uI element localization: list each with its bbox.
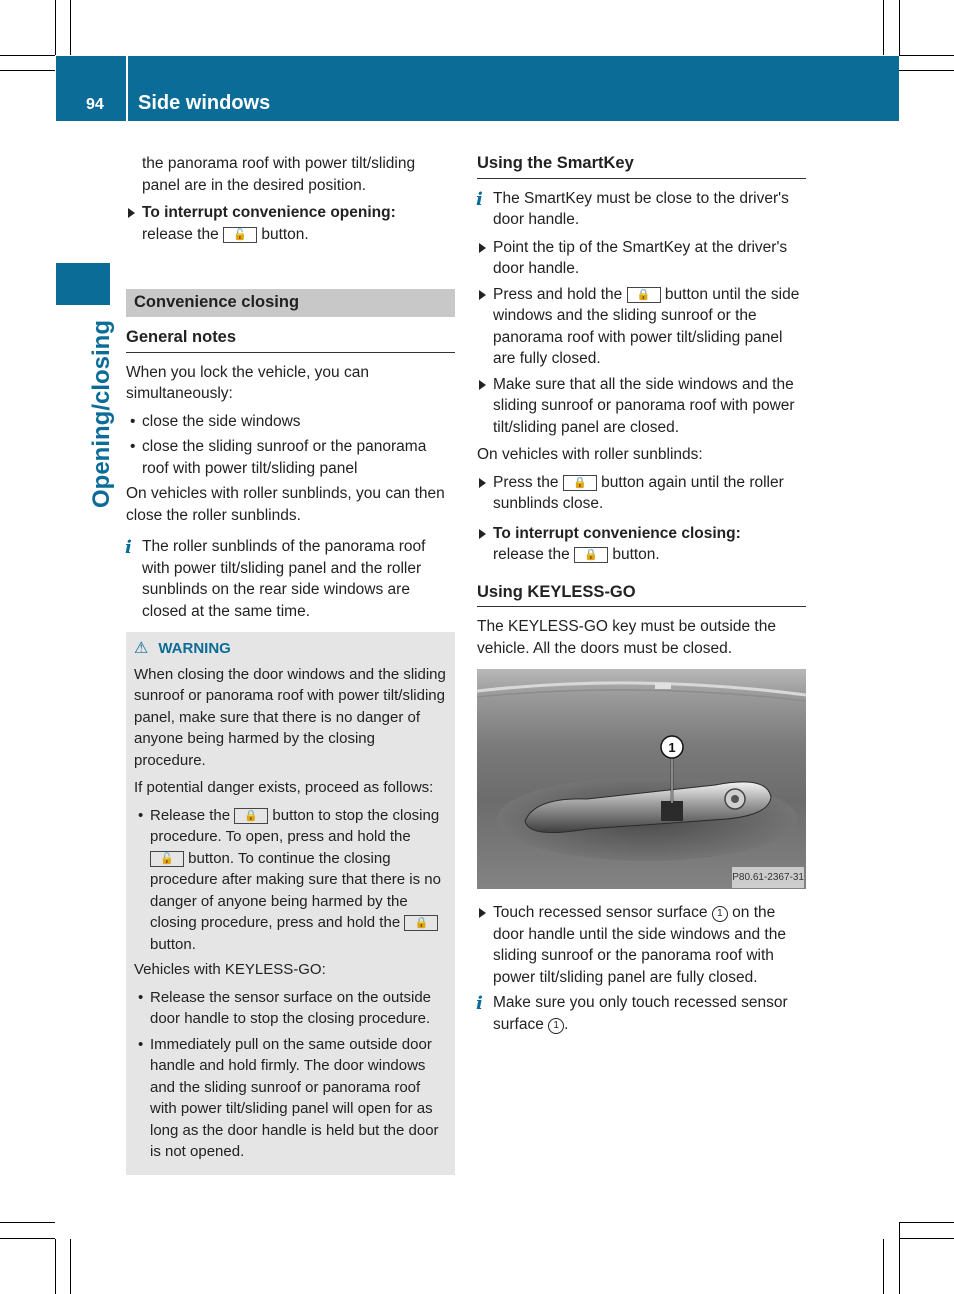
crop-mark (899, 1222, 900, 1294)
crop-mark (883, 1239, 884, 1294)
info-icon: i (125, 537, 132, 558)
side-tab-block (56, 263, 110, 305)
warning-icon: ⚠ (134, 640, 149, 657)
crop-mark (899, 1222, 954, 1223)
section-heading: Convenience closing (126, 289, 455, 317)
warning-box (126, 632, 455, 1175)
subsection-heading: Using KEYLESS-GO (477, 582, 806, 608)
instruction-step: To interrupt convenience closing: release the 🔒 button. (477, 523, 806, 566)
callout-icon: 1 (548, 1018, 564, 1034)
continued-text: the panorama roof with power tilt/sliding panel are in the desired position. (142, 155, 416, 194)
instruction-step: Press and hold the 🔒 button until the side windows and the sliding sunroof or the panorama roof with power tilt/sliding panel are fully closed. (477, 284, 806, 370)
list-item: • Release the 🔒 button to stop the closing procedure. To open, press and hold the 🔓 button. To continue the closing procedure after making sure that there is no danger of anyone being harmed by the closing procedure, press and hold the 🔒 button. (134, 805, 447, 956)
body-text: When you lock the vehicle, you can simultaneously: (126, 363, 369, 402)
instruction-step: Point the tip of the SmartKey at the driver's door handle. (477, 237, 806, 280)
list-item: • Release the sensor surface on the outside door handle to stop the closing procedure. (134, 987, 447, 1030)
callout-icon: 1 (712, 906, 728, 922)
list-item: • Immediately pull on the same outside door handle and hold firmly. The door windows and the sliding sunroof or panorama roof with power tilt/sliding panel will open for as long as the door handle is held but the door is not opened. (134, 1034, 447, 1163)
warning-heading: ⚠ WARNING (134, 638, 447, 660)
info-note: i The SmartKey must be close to the driver's door handle. (476, 188, 789, 228)
info-note: i Make sure you only touch recessed sensor surface 1 . (476, 993, 788, 1033)
body-text: On vehicles with roller sunblinds, you can then close the roller sunblinds. (126, 485, 445, 524)
instruction-step: Make sure that all the side windows and the sliding sunroof or panorama roof with power tilt/sliding panel are closed. (477, 374, 806, 439)
list-item: • close the side windows (126, 411, 455, 433)
body-text: On vehicles with roller sunblinds: (477, 446, 703, 463)
crop-mark (0, 1222, 55, 1223)
instruction-step: Press the 🔒 button again until the roller sunblinds close. (477, 472, 806, 515)
subsection-heading: General notes (126, 327, 455, 353)
right-column (477, 153, 806, 1041)
lock-icon: 🔒 (234, 808, 268, 824)
page-number: 94 (86, 96, 104, 113)
list-item: • close the sliding sunroof or the panorama roof with power tilt/sliding panel (126, 436, 455, 479)
warning-text: If potential danger exists, proceed as follows: (134, 779, 434, 796)
body-text: The KEYLESS-GO key must be outside the vehicle. All the doors must be closed. (477, 618, 776, 657)
info-note: i The roller sunblinds of the panorama roof with power tilt/sliding panel and the roller sunblinds on the rear side windows are closed at the same time. (125, 537, 426, 620)
side-tab (84, 318, 120, 508)
crop-mark (0, 70, 55, 71)
step-bold: To interrupt convenience opening: (142, 204, 396, 221)
crop-mark (899, 0, 900, 55)
door-handle-image (477, 669, 806, 889)
door-handle-illustration (477, 669, 806, 889)
instruction-step: Touch recessed sensor surface 1 on the door handle until the side windows and the sliding sunroof or the panorama roof with power tilt/sliding panel are fully closed. (477, 902, 806, 988)
unlock-icon: 🔓 (150, 851, 184, 867)
lock-icon: 🔒 (404, 915, 438, 931)
header-divider (126, 56, 128, 121)
instruction-step: To interrupt convenience opening: release the 🔓 button. (126, 202, 455, 245)
crop-mark (883, 0, 884, 55)
crop-mark (70, 1239, 71, 1294)
callout-number: 1 (668, 740, 676, 755)
warning-text: When closing the door windows and the sliding sunroof or panorama roof with power tilt/sliding panel, make sure that there is no danger of anyone being harmed by the closing procedure. (134, 665, 446, 769)
crop-mark (0, 55, 55, 56)
step-bold: To interrupt convenience closing: (493, 524, 741, 542)
page-header (56, 56, 899, 121)
crop-mark (55, 1239, 56, 1294)
subsection-heading: Using the SmartKey (477, 153, 806, 179)
crop-mark (70, 0, 71, 55)
crop-mark (899, 55, 954, 56)
lock-icon: 🔒 (627, 287, 661, 303)
lock-icon: 🔒 (574, 547, 608, 563)
unlock-icon: 🔓 (223, 227, 257, 243)
side-tab-label: Opening/closing (88, 319, 115, 508)
section-title: Side windows (138, 92, 271, 114)
crop-mark (0, 1238, 55, 1239)
crop-mark (55, 0, 56, 55)
image-caption: P80.61-2367-31 (732, 867, 804, 889)
info-icon: i (476, 993, 483, 1014)
lock-icon: 🔒 (563, 475, 597, 491)
crop-mark (899, 70, 954, 71)
warning-text: Vehicles with KEYLESS-GO: (134, 961, 326, 978)
left-column (126, 153, 455, 1175)
crop-mark (899, 1238, 954, 1239)
info-icon: i (476, 188, 483, 210)
